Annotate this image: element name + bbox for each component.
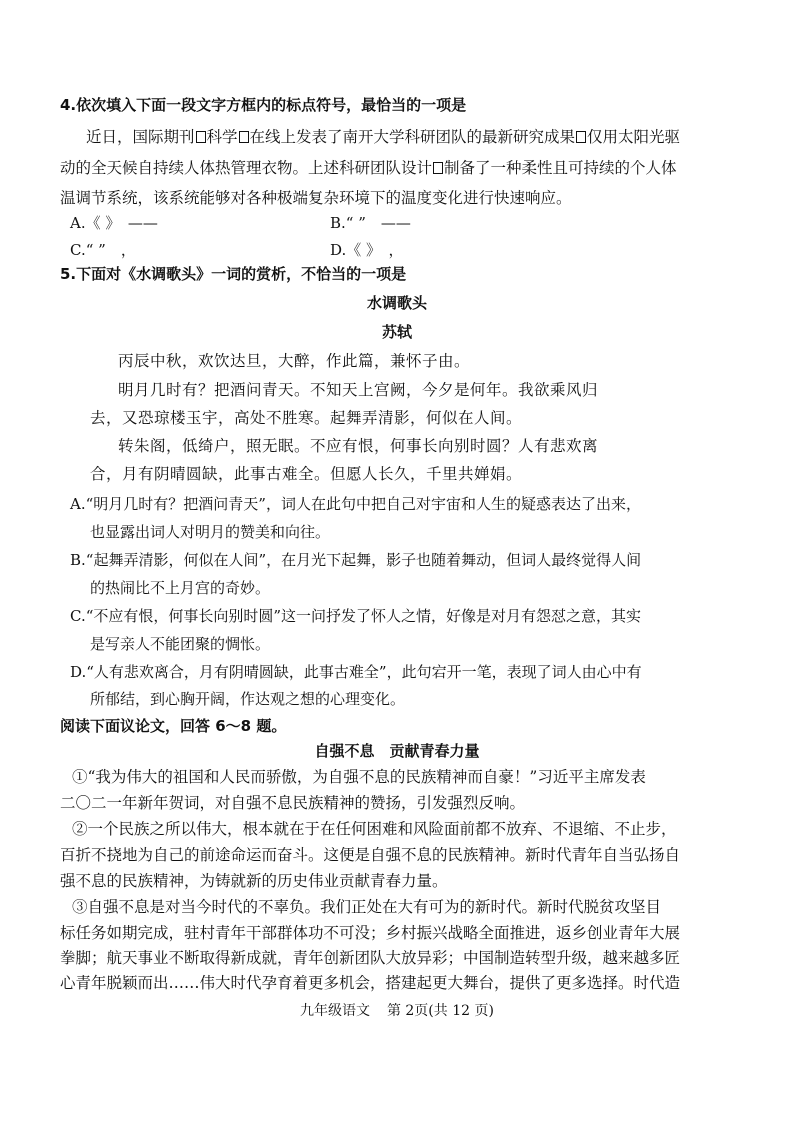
option-text: C.“不应有恨，何事长向别时圆”这一问抒发了怀人之情，好像是对月有怨怼之意，其实 (70, 607, 642, 625)
q4-passage-line-1 (86, 127, 680, 147)
page-footer (0, 1000, 794, 1020)
option-label: C. (70, 241, 86, 259)
option-text: “ ” ， (85, 241, 136, 259)
option-label: D. (330, 241, 347, 259)
essay-para-2-line-1: ②一个民族之所以伟大，根本就在于在任何困难和风险面前都不放弃、不退缩、不止步， (72, 820, 677, 838)
q5-option-c-cont: 是写亲人不能团聚的惆怅。 (90, 635, 271, 653)
option-label: A. (70, 214, 86, 232)
reading-intro: 阅读下面议论文，回答 6～8 题。 (60, 717, 287, 735)
blank-box-4 (433, 162, 443, 174)
poem-line-1: 明月几时有？把酒问青天。不知天上宫阙，今夕是何年。我欲乘风归 (118, 381, 599, 399)
passage-text: 动的全天候自持续人体热管理衣物。上述科研团队设计 (60, 159, 433, 177)
q5-option-d[interactable] (70, 662, 642, 682)
poem-line-4: 合，月有阴晴圆缺，此事古难全。但愿人长久，千里共婵娟。 (90, 465, 523, 483)
essay-para-3-line-4: 心青年脱颖而出……伟大时代孕育着更多机会，搭建起更大舞台，提供了更多选择。时代造 (60, 974, 681, 992)
essay-para-1-line-2: 二〇二一年新年贺词，对自强不息民族精神的赞扬，引发强烈反响。 (60, 794, 526, 812)
option-text: D.“人有悲欢离合，月有阴晴圆缺，此事古难全”，此句宕开一笔，表现了词人由心中有 (70, 663, 642, 681)
essay-para-3-line-2: 标任务如期完成，驻村青年干部群体功不可没；乡村振兴战略全面推进，返乡创业青年大展 (60, 924, 681, 942)
q5-option-a-cont: 也显露出词人对明月的赞美和向往。 (90, 523, 331, 541)
q5-option-b-cont: 的热闹比不上月宫的奇妙。 (90, 579, 271, 597)
essay-para-2-line-3: 强不息的民族精神，为铸就新的历史伟业贡献青春力量。 (60, 872, 448, 890)
q5-option-c[interactable] (70, 606, 641, 626)
blank-box-2 (239, 131, 249, 143)
q4-passage-line-3: 温调节系统，该系统能够对各种极端复杂环境下的温度变化进行快速响应。 (60, 189, 572, 207)
option-text: A.“明月几时有？把酒问青天”，词人在此句中把自己对宇宙和人生的疑惑表达了出来， (70, 495, 641, 513)
q4-stem: 4.依次填入下面一段文字方框内的标点符号，最恰当的一项是 (60, 96, 467, 114)
q5-option-d-cont: 所郁结，到心胸开阔，作达观之想的心理变化。 (90, 690, 406, 708)
q4-option-d[interactable] (330, 240, 404, 260)
q5-option-b[interactable] (70, 550, 641, 570)
option-text: 《 》 ， (346, 241, 404, 259)
passage-text: 近日，国际期刊 (86, 128, 195, 146)
q4-passage-line-2 (60, 158, 677, 178)
poem-title: 水调歌头 (366, 294, 427, 312)
q4-option-c[interactable] (70, 240, 136, 260)
essay-title: 自强不息 贡献青春力量 (314, 742, 480, 760)
essay-para-1-line-1: ①“我为伟大的祖国和人民而骄傲，为自强不息的民族精神而自豪！”习近平主席发表 (72, 768, 646, 786)
option-text: 《 》 —— (85, 214, 158, 232)
option-label: B. (330, 214, 346, 232)
q5-option-a[interactable] (70, 494, 641, 514)
passage-text: 科学 (206, 128, 238, 146)
passage-text: 在线上发表了南开大学科研团队的最新研究成果 (249, 128, 576, 146)
poem-preface: 丙辰中秋，欢饮达旦，大醉，作此篇，兼怀子由。 (118, 352, 471, 370)
passage-text: 仅用太阳光驱 (587, 128, 681, 146)
footer-page-number: 第 2页(共 12 页) (386, 1003, 494, 1019)
poem-line-2: 去，又恐琼楼玉宇，高处不胜寒。起舞弄清影，何似在人间。 (90, 409, 523, 427)
essay-para-3-line-3: 拳脚；航天事业不断取得新成就，青年创新团队大放异彩；中国制造转型升级，越来越多匠 (60, 949, 681, 967)
blank-box-1 (196, 131, 206, 143)
q4-option-a[interactable] (70, 213, 158, 233)
essay-para-3-line-1: ③自强不息是对当今时代的不辜负。我们正处在大有可为的新时代。新时代脱贫攻坚目 (72, 898, 662, 916)
passage-text: 制备了一种柔性且可持续的个人体 (444, 159, 677, 177)
essay-para-2-line-2: 百折不挠地为自己的前途命运而奋斗。这便是自强不息的民族精神。新时代青年自当弘扬自 (60, 846, 681, 864)
option-text: “ ” —— (345, 214, 411, 232)
option-text: B.“起舞弄清影，何似在人间”，在月光下起舞，影子也随着舞动，但词人最终觉得人间 (70, 551, 642, 569)
poem-author: 苏轼 (381, 323, 412, 341)
q4-option-b[interactable] (330, 213, 411, 233)
q5-stem: 5.下面对《水调歌头》一词的赏析，不恰当的一项是 (60, 265, 407, 283)
blank-box-3 (576, 131, 586, 143)
poem-line-3: 转朱阁，低绮户，照无眠。不应有恨，何事长向别时圆？人有悲欢离 (118, 437, 599, 455)
footer-subject: 九年级语文 (300, 1003, 371, 1019)
